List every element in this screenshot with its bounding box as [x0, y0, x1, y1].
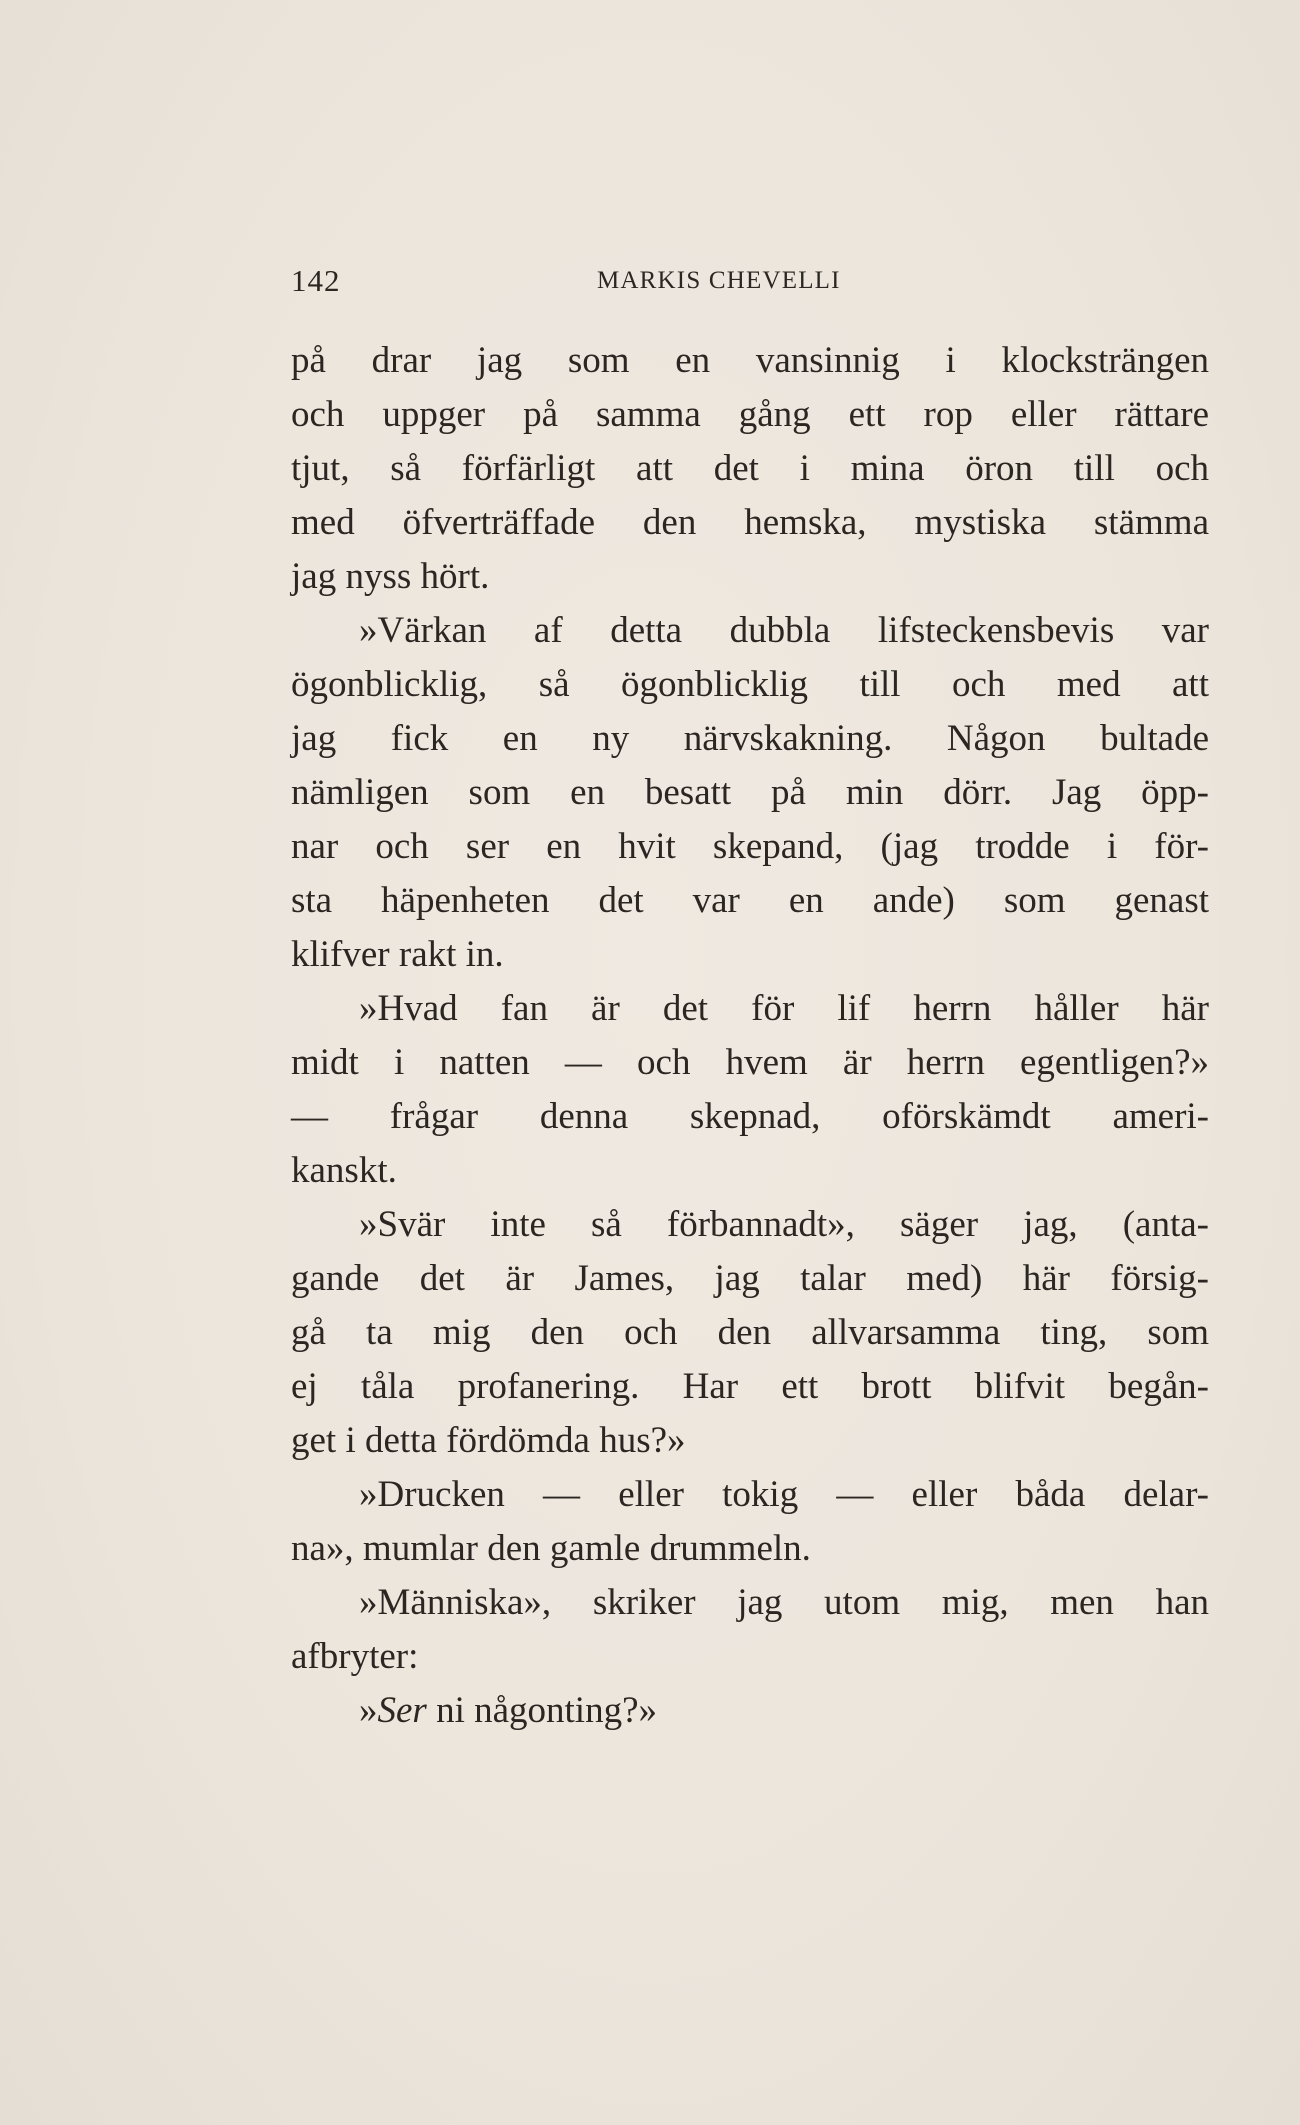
text-line: nar och ser en hvit skepand, (jag trodde i för-	[291, 826, 1209, 867]
text-line: nämligen som en besatt på min dörr. Jag öpp-	[291, 772, 1209, 813]
text-line: på drar jag som en vansinnig i klocksträngen	[291, 340, 1209, 381]
text-line: ögonblicklig, så ögonblicklig till och med att	[291, 664, 1209, 705]
text-line: klifver rakt in.	[291, 934, 504, 975]
text-line: get i detta fördömda hus?»	[291, 1420, 686, 1461]
italic-word: Ser	[377, 1690, 427, 1731]
text-line: gande det är James, jag talar med) här försig-	[291, 1258, 1209, 1299]
text-line: — frågar denna skepnad, oförskämdt ameri-	[291, 1096, 1209, 1137]
text-line: »Hvad fan är det för lif herrn håller här	[359, 988, 1209, 1029]
page-header	[291, 263, 1209, 303]
text-line: med öfverträffade den hemska, mystiska stämma	[291, 502, 1209, 543]
text-line: tjut, så förfärligt att det i mina öron till och	[291, 448, 1209, 489]
text-line: »Människa», skriker jag utom mig, men han	[359, 1582, 1209, 1623]
text-line: ej tåla profanering. Har ett brott blifvit begån-	[291, 1366, 1209, 1407]
text-line: midt i natten — och hvem är herrn egentligen?»	[291, 1042, 1209, 1083]
text-line: na», mumlar den gamle drummeln.	[291, 1528, 811, 1569]
text-line: »Drucken — eller tokig — eller båda delar-	[359, 1474, 1209, 1515]
open-quote: »	[359, 1690, 378, 1731]
text-line: gå ta mig den och den allvarsamma ting, som	[291, 1312, 1209, 1353]
text-line: afbryter:	[291, 1636, 419, 1677]
text-line: och uppger på samma gång ett rop eller rättare	[291, 394, 1209, 435]
final-text-line	[291, 1684, 1209, 1738]
text-line: »Svär inte så förbannadt», säger jag, (anta-	[359, 1204, 1209, 1245]
text-line: jag nyss hört.	[291, 556, 490, 597]
text-line: kanskt.	[291, 1150, 397, 1191]
running-title: MARKIS CHEVELLI	[597, 267, 841, 294]
text-line: jag fick en ny närvskakning. Någon bultade	[291, 718, 1209, 759]
page-number: 142	[291, 263, 341, 298]
text-line: sta häpenheten det var en ande) som genast	[291, 880, 1209, 921]
text-line: »Värkan af detta dubbla lifsteckensbevis var	[359, 610, 1209, 651]
body-text	[291, 334, 1209, 1738]
line-rest: ni någonting?»	[426, 1690, 658, 1731]
